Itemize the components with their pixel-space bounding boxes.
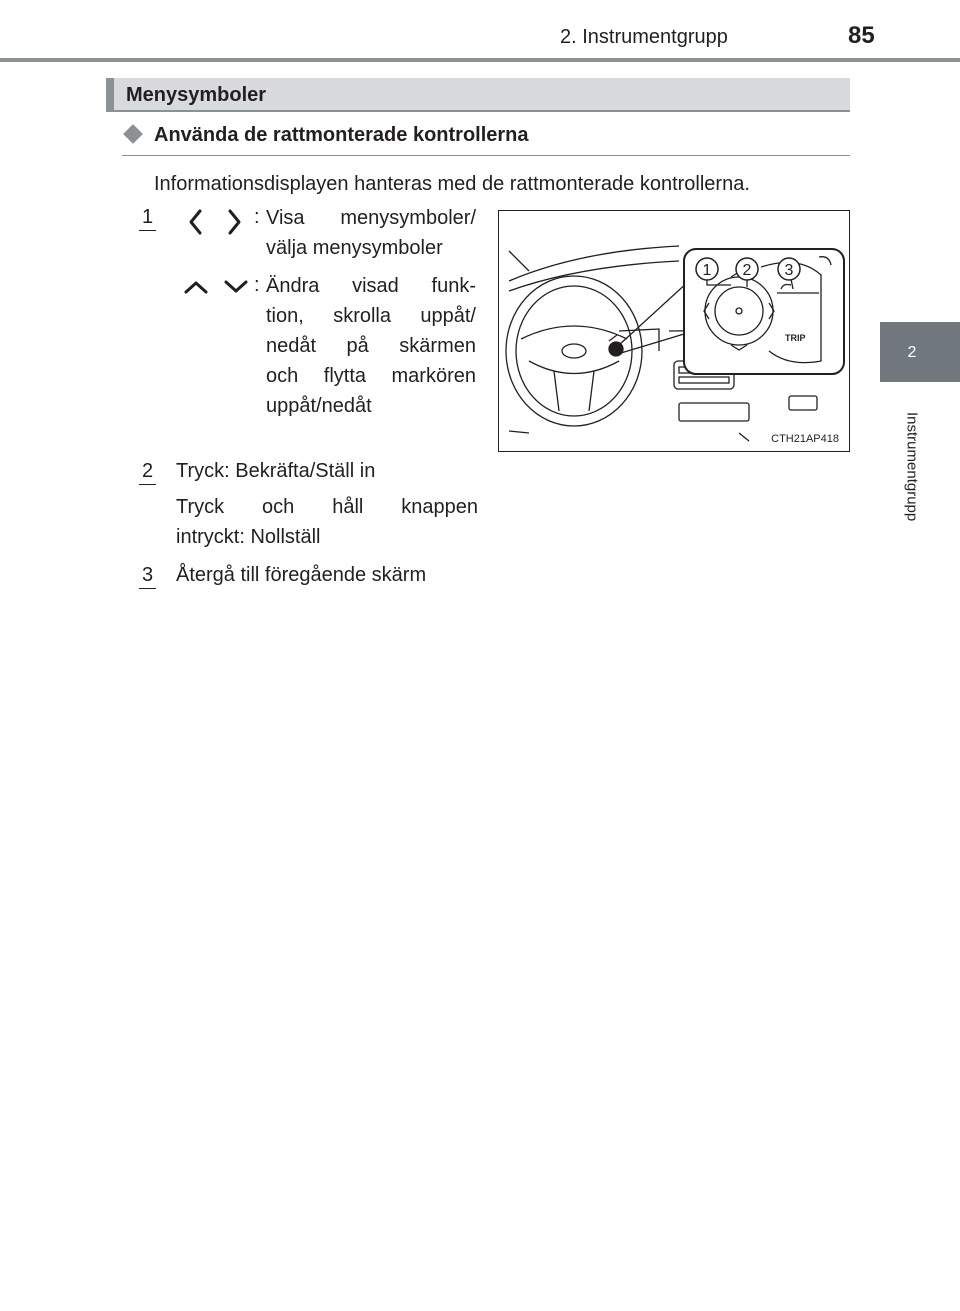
callout-2: 2 [742, 262, 752, 279]
header-divider [0, 58, 960, 62]
item-1a-line2: välja menysymboler [266, 237, 443, 259]
chevron-up-icon [182, 278, 210, 296]
figure-code: CTH21AP418 [771, 433, 839, 445]
chapter-tab-number: 2 [907, 344, 917, 361]
item-1b-line2: tion, skrolla uppåt/ [266, 305, 476, 327]
item-1b-line5: uppåt/nedåt [266, 395, 372, 417]
colon-separator: : [254, 206, 260, 228]
trip-button-label: TRIP [785, 333, 806, 343]
subsection-divider [122, 155, 850, 156]
subsection-title: Använda de rattmonterade kontrollerna [154, 124, 529, 146]
item-1b-line3: nedåt på skärmen [266, 335, 476, 357]
steering-controls-illustration [498, 210, 850, 452]
page-number: 85 [848, 22, 875, 49]
chapter-title: 2. Instrumentgrupp [560, 26, 728, 48]
item-1b-line1: Ändra visad funk- [266, 275, 476, 297]
subsection-heading [122, 124, 529, 147]
chapter-tab-label: Instrumentgrupp [903, 412, 921, 522]
section-header-accent [106, 78, 114, 112]
colon-separator: : [254, 274, 260, 296]
intro-text: Informationsdisplayen hanteras med de rattmonterade kontrollerna. [154, 173, 750, 195]
item-number-1: 1 [142, 206, 154, 228]
item-2-line3: intryckt: Nollställ [176, 526, 321, 548]
callout-3: 3 [784, 262, 794, 279]
item-number-2: 2 [142, 460, 154, 482]
item-2-line1: Tryck: Bekräfta/Ställ in [176, 460, 376, 482]
section-title: Menysymboler [126, 84, 267, 106]
chevron-left-icon [186, 208, 206, 236]
item-3-text: Återgå till föregående skärm [176, 564, 427, 586]
diamond-bullet-icon [123, 124, 143, 144]
item-2-line2: Tryck och håll knappen [176, 496, 478, 518]
chevron-right-icon [224, 208, 244, 236]
steering-wheel-drawing [499, 211, 849, 451]
item-1a-line1: Visa menysymboler/ [266, 207, 476, 229]
item-1b-line4: och flytta markören [266, 365, 476, 387]
item-number-3: 3 [142, 564, 154, 586]
chevron-down-icon [222, 278, 250, 296]
callout-1: 1 [702, 262, 712, 279]
